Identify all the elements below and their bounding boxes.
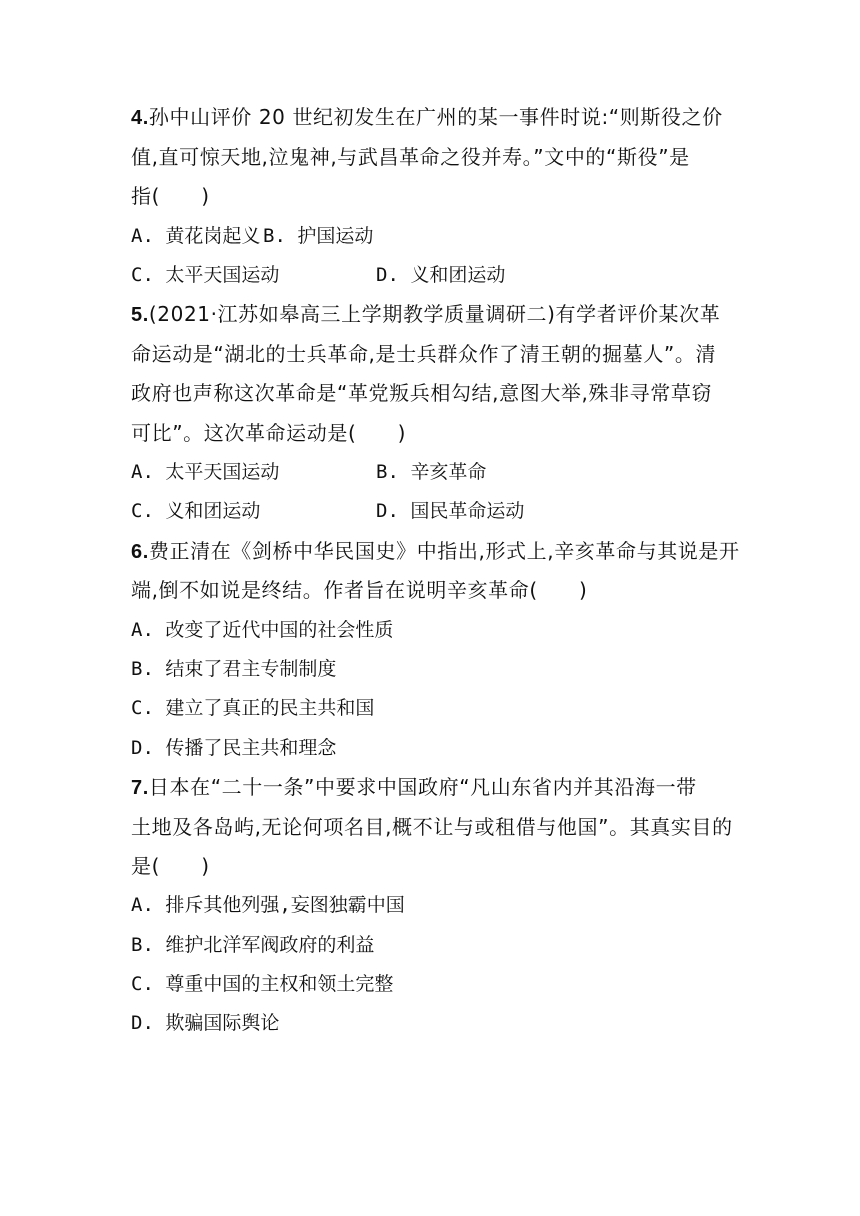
question-5-option-b: B. 辛亥革命: [376, 461, 487, 483]
question-5-stem-line: 可比”。这次革命运动是( ): [131, 421, 406, 445]
question-5-options-row-2: [131, 499, 525, 523]
question-5-stem-line: 命运动是“湖北的士兵革命,是士兵群众作了清王朝的掘墓人”。清: [131, 342, 717, 366]
question-6-option-b: B. 结束了君主专制制度: [131, 658, 337, 680]
question-5-stem-line: 政府也声称这次革命是“革党叛兵相勾结,意图大举,殊非寻常草窃: [131, 381, 713, 405]
question-7-number: 7.: [131, 777, 149, 799]
question-4-line-3: [131, 184, 210, 208]
question-7-line-3: [131, 854, 210, 878]
question-6-option-a: A. 改变了近代中国的社会性质: [131, 619, 394, 641]
question-4-stem-line: 孙中山评价 20 世纪初发生在广州的某一事件时说:“则斯役之价: [148, 105, 723, 129]
question-4-option-b: B. 护国运动: [263, 225, 374, 247]
question-5-option-d: D. 国民革命运动: [376, 500, 525, 522]
question-6-line-1: [131, 539, 740, 564]
question-5-option-a: A. 太平天国运动: [131, 461, 280, 483]
question-4-option-d: D. 义和团运动: [376, 264, 506, 286]
question-5-stem-line: (2021·江苏如皋高三上学期教学质量调研二)有学者评价某次革: [148, 302, 721, 326]
question-5-options-row-1: [131, 460, 487, 484]
question-4-stem-line: 值,直可惊天地,泣鬼神,与武昌革命之役并寿。”文中的“斯役”是: [131, 145, 690, 169]
question-5-option-c: C. 义和团运动: [131, 500, 261, 522]
question-4-stem-line: 指( ): [131, 184, 210, 208]
question-6-stem-line: 费正清在《剑桥中华民国史》中指出,形式上,辛亥革命与其说是开: [148, 539, 740, 563]
question-7-option-a: A. 排斥其他列强,妄图独霸中国: [131, 894, 405, 916]
question-7-option-c: C. 尊重中国的主权和领土完整: [131, 973, 394, 995]
question-7-stem-line: 土地及各岛屿,无论何项名目,概不让与或租借与他国”。其真实目的: [131, 815, 733, 839]
question-6-stem-line: 端,倒不如说是终结。作者旨在说明辛亥革命( ): [131, 578, 588, 602]
question-6-option-d: D. 传播了民主共和理念: [131, 737, 337, 759]
question-4-options-row-2: [131, 263, 506, 287]
question-4-line-2: [131, 145, 690, 169]
question-7-stem-line: 是( ): [131, 854, 210, 878]
question-5-line-1: [131, 302, 720, 327]
question-7-stem-line: 日本在“二十一条”中要求中国政府“凡山东省内并其沿海一带: [148, 775, 697, 799]
question-7-option-d: D. 欺骗国际舆论: [131, 1012, 280, 1034]
question-4-line-1: [131, 105, 723, 130]
question-5-line-2: [131, 342, 716, 366]
question-7-line-2: [131, 815, 733, 839]
question-4-option-c: C. 太平天国运动: [131, 264, 280, 286]
question-5-number: 5.: [131, 304, 149, 326]
question-7-option-b: B. 维护北洋军阀政府的利益: [131, 934, 375, 956]
question-6-line-2: [131, 578, 587, 602]
question-4-number: 4.: [131, 107, 149, 129]
question-6-option-c: C. 建立了真正的民主共和国: [131, 697, 375, 719]
question-4-option-a: A. 黄花岗起义: [131, 225, 261, 247]
question-7-line-1: [131, 775, 697, 800]
question-4-options-row-1: [131, 224, 374, 248]
question-5-line-3: [131, 381, 712, 405]
question-5-line-4: [131, 421, 406, 445]
question-6-number: 6.: [131, 541, 149, 563]
